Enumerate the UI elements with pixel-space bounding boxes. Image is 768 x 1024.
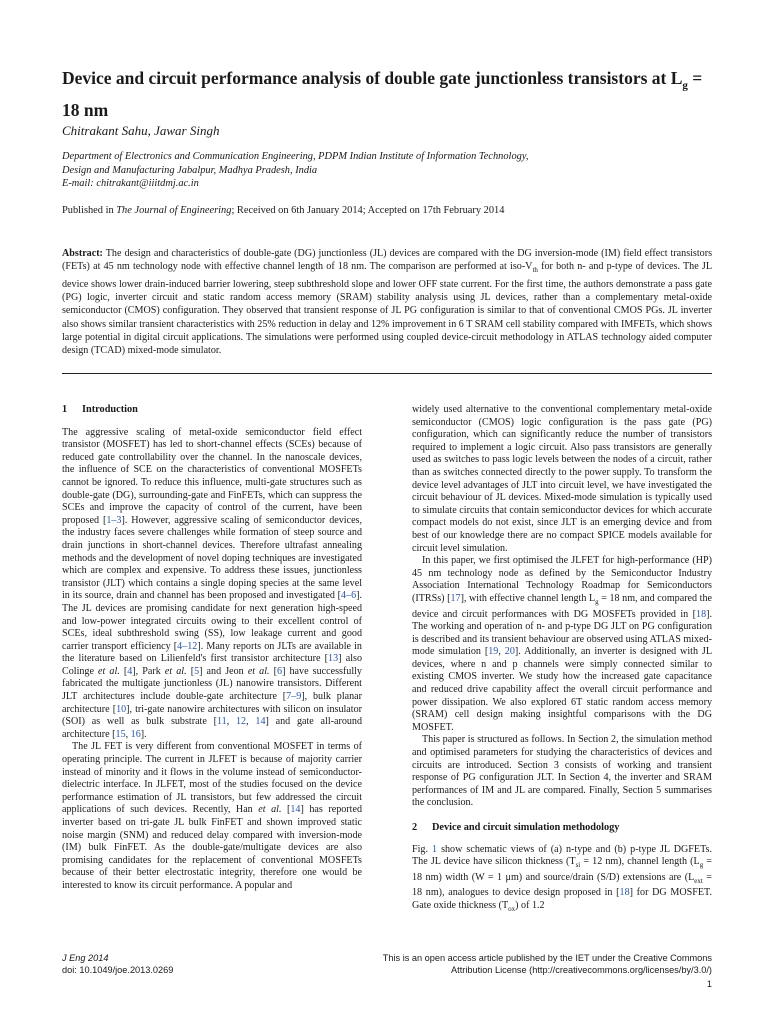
- citation-link[interactable]: 4–6: [340, 590, 357, 602]
- footer-journal: J Eng 2014: [62, 953, 109, 963]
- citation-link[interactable]: 14: [255, 716, 266, 728]
- paper-title: Device and circuit performance analysis of double gate junctionless transistors at $L_g = 18$ nm: [62, 68, 703, 120]
- citation-link[interactable]: 4: [127, 665, 133, 677]
- citation-link[interactable]: 18: [696, 608, 707, 620]
- citation-link[interactable]: 20: [504, 646, 515, 658]
- citation-link[interactable]: 18: [619, 887, 630, 899]
- affiliation-line-2: Design and Manufacturing Jabalpur, Madhya Pradesh, India: [62, 164, 318, 176]
- citation-link[interactable]: 19: [488, 646, 499, 658]
- citation-link[interactable]: 17: [450, 592, 461, 604]
- intro-paragraph-3: widely used alternative to the conventional complementary metal-oxide semiconductor (CMOS) logic configuration is the pass gate (PG) configuration, which can significantly reduce the number of transistors required to implement a logic circuit. Also pass transistors are generally used as switches to pass logic levels between the nodes of a circuit, rather than as switches connected directly to the power supply. To transform the device level advantages of JLT into circuit level, we have investigated the circuit behaviour of JL devices. Mixed-mode simulation is typically used to simulate circuits that contain semiconductor devices for which accurate compact models do not exist, since JLT is an emerging device and from best of our knowledge there are no compact SPICE models available for circuit level simulation.: [412, 404, 712, 554]
- citation-link[interactable]: 16: [130, 728, 141, 740]
- footer-license: [300, 952, 712, 976]
- intro-paragraph-1: The aggressive scaling of metal-oxide semiconductor field effect transistor (MOSFET) has led to short-channel effects (SCEs) because of reduced gate controllability over the channel. In the nanoscale devices, the influence of SCE on the characteristics of conventional MOSFETs cannot be ignored. To reduce this influence, multi-gate structures such as double-gate (DG), surrounding-gate and FinFETs, which can suppress the SCEs and improve the capacity of control of the current, have been proposed [1–3]. However, aggressive scaling of semiconductor devices, the industry faces severe challenges while formation of steep source and drain junctions in short-channel devices. Therefore ultrafast annealing methods and the development of novel doping techniques are investigated which are complex and expensive. To address these issues, junctionless transistor (JLT) which contains a single doping species at the same level in its source, drain and channel has been proposed and investigated [4–6]. The JL devices are promising candidate for next generation high-speed and low-power integrated circuits owing to their excellent control of SCEs, ideal subthreshold swing (SS), low leakage current and good carrier transport efficiency [4–12]. Many reports on JLTs are available in the literature based on Lilienfeld's first transistor architecture [13] also Colinge et al. [4], Park et al. [5] and Jeon et al. [6] have successfully fabricated the multigate junctionless (JL) nanowire transistors. Different JLT architectures include double-gate architecture [7–9], bulk planar architecture [10], tri-gate nanowire architectures with silicon on insulator (SOI) as well as bulk substrate [11, 12, 14] and gate all-around architecture [15, 16].: [62, 426, 363, 740]
- page-number: 1: [706, 979, 712, 989]
- intro-paragraph-4: In this paper, we first optimised the JLFET for high-performance (HP) 45 nm technology node as defined by the Semiconductor Industry Association International Technology Roadmap for Semiconductors (ITRSs) [17], with effective channel length $L_g = 18$ nm, and compared the device and circuit performances with DG MOSFETs provided in [18]. The working and operation of n- and p-type DG JLT on PG configuration is described and its transient behaviour are observed using ATLAS mixed-mode simulation [19, 20]. Additionally, an inverter is designed with JL devices, where n and p channels were simply connected similar to existing CMOS inverter. We study how the increased gate capacitance and reduced drive capability affect the overall circuit performance and power dissipation. We also explored 6T static random access memory (SRAM) cell design making insightful comparisons with the DG MOSFET.: [412, 555, 713, 733]
- method-paragraph-1: Fig. 1 show schematic views of (a) n-type and (b) p-type JL DGFETs. The JL device have silicon thickness ($T_{si} = 12$ nm), channel length ($L_g = 18$ nm) width (W = 1 μm) and source/drain (S/D) extensions are ($L_{ext} = 18$ nm), analogues to device design proposed in [18] for DG MOSFET. Gate oxide thickness $(T_{ox})$ of 1.2: [412, 843, 713, 914]
- license-line-1: This is an open access article published by the IET under the Creative Commons: [382, 953, 712, 963]
- citation-link[interactable]: 6: [277, 665, 283, 677]
- citation-link[interactable]: 11: [216, 716, 227, 728]
- footer-doi: doi: 10.1049/joe.2013.0269: [62, 965, 174, 975]
- section-2-heading: 2 Device and circuit simulation methodology: [412, 822, 620, 834]
- figure-link[interactable]: 1: [432, 843, 438, 855]
- citation-link[interactable]: 1–3: [106, 514, 122, 526]
- abstract: Abstract: The design and characteristics of double-gate (DG) junctionless (JL) devices are compared with the DG inversion-mode (IM) field effect transistors (FETs) at 45 nm technology node with effective channel length of 18 nm. The comparison are performed at iso-$V_{th}$ for both n- and p-type of devices. The JL device shows lower drain-induced barrier lowering, steep subthreshold slope and lower OFF state current. For the first time, the authors demonstrate a pass gate (PG) logic, inverter circuit and static random access memory (SRAM) stability analysis using JL devices, rather than a complementary metal-oxide semiconductor (CMOS) configuration. They observed that transient response of JL PG configuration is similar to that of conventional CMOS PGs. JL inverter also shows similar transient characteristics with 25% reduction in delay and 12% improvement in 6 T SRAM cell stability compared with IMFETs, which shows large potential in digital circuit applications. The simulations were performed using coupled device-circuit methodology in ATLAS technology aided computer design (TCAD) mixed-mode simulator.: [62, 248, 712, 357]
- citation-link[interactable]: 15: [115, 728, 126, 740]
- publication-info: Published in The Journal of Engineering; Received on 6th January 2014; Accepted on 17th February 2014: [62, 205, 505, 216]
- right-column: [412, 404, 712, 916]
- abstract-label: Abstract:: [62, 248, 103, 259]
- citation-link[interactable]: 14: [290, 804, 301, 816]
- license-line-2[interactable]: Attribution License (http://creativecommons.org/licenses/by/3.0/): [451, 965, 712, 975]
- citation-link[interactable]: 4–12: [177, 640, 198, 652]
- journal-name: The Journal of Engineering: [116, 205, 232, 216]
- authors: Chitrakant Sahu, Jawar Singh: [62, 123, 220, 138]
- affiliation-line-1: Department of Electronics and Communication Engineering, PDPM Indian Institute of Information Technology,: [62, 151, 529, 162]
- intro-paragraph-5: This paper is structured as follows. In Section 2, the simulation method and optimised parameters for studying the characteristics of devices and circuits are introduced. Section 3 consists of working and transient response of PG configuration JLT. In Section 4, the inverter and SRAM performances of IM and JL are compared. Finally, Section 5 summarises the conclusion.: [412, 734, 712, 809]
- abstract-divider: [62, 373, 712, 374]
- footer-citation: [62, 952, 173, 976]
- affiliation: [62, 150, 722, 191]
- affiliation-email: E-mail: chitrakant@iiitdmj.ac.in: [62, 178, 199, 189]
- section-1-heading: 1 Introduction: [62, 404, 138, 415]
- citation-link[interactable]: 5: [194, 665, 200, 677]
- intro-paragraph-2: The JL FET is very different from conventional MOSFET in terms of operating principle. The current in JLFET is because of majority carrier instead of minority and it flows in the volume instead of semiconductor-dielectric interface. In JLFET, most of the studies focused on the device performance estimation of JL transistors, but few addressed the circuit applications of such devices. Recently, Han et al. [14] has reported inverter based on tri-gate JL bulk FinFET and shown improved static noise margin (SNM) and reduced delay compared with inversion-mode (IM) bulk FinFET. As the double-gate/multigate devices are also promising candidates for the replacement of conventional MOSFETs because of their better electrostatic integrity, therefore one would be interested to know its circuit performance. A popular and: [62, 741, 362, 891]
- citation-link[interactable]: 7–9: [286, 691, 302, 703]
- citation-link[interactable]: 10: [116, 703, 127, 715]
- citation-link[interactable]: 12: [236, 716, 247, 728]
- citation-link[interactable]: 13: [328, 653, 339, 665]
- left-column: [62, 404, 362, 893]
